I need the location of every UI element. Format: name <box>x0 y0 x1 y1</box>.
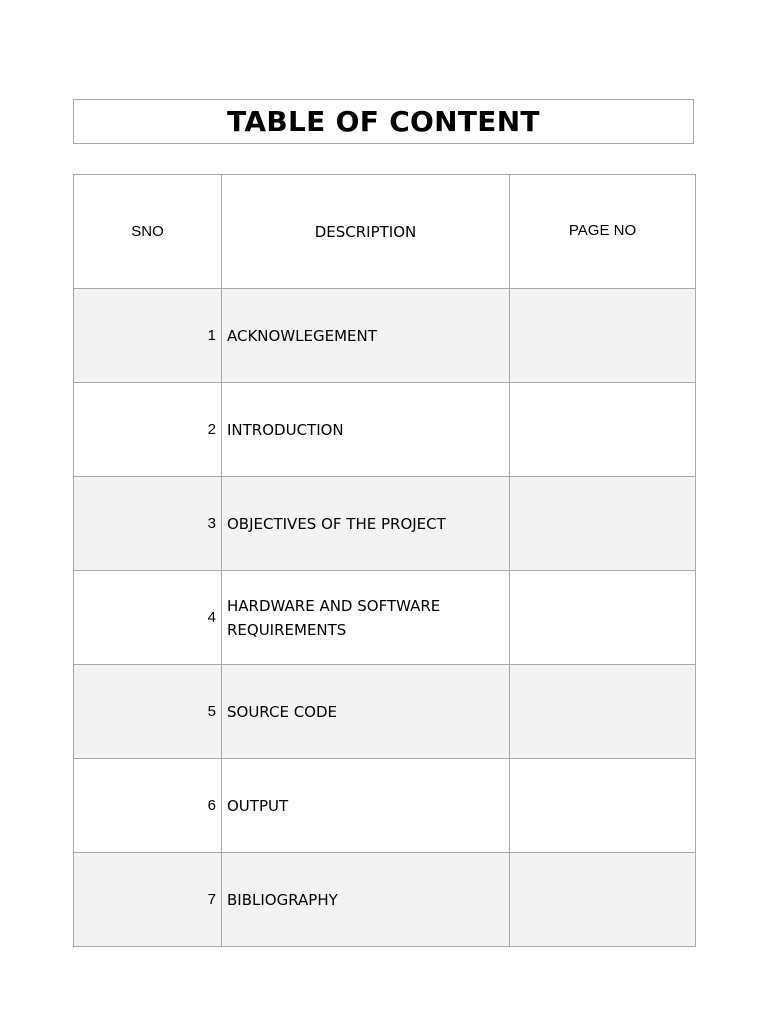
row-description: OBJECTIVES OF THE PROJECT <box>222 477 510 571</box>
row-sno: 6 <box>74 759 222 853</box>
table-row <box>74 383 696 477</box>
table-row <box>74 571 696 665</box>
row-description: ACKNOWLEGEMENT <box>222 289 510 383</box>
row-sno: 5 <box>74 665 222 759</box>
row-sno: 2 <box>74 383 222 477</box>
row-description: INTRODUCTION <box>222 383 510 477</box>
table-row <box>74 759 696 853</box>
row-page-no <box>510 289 696 383</box>
title-box <box>73 99 694 144</box>
row-page-no <box>510 665 696 759</box>
row-page-no <box>510 571 696 665</box>
page-title: TABLE OF CONTENT <box>227 105 540 138</box>
row-description: SOURCE CODE <box>222 665 510 759</box>
header-page-no: PAGE NO <box>510 175 696 289</box>
row-description: HARDWARE AND SOFTWARE REQUIREMENTS <box>222 571 510 665</box>
row-sno: 3 <box>74 477 222 571</box>
table-row <box>74 665 696 759</box>
table-row <box>74 289 696 383</box>
row-description: BIBLIOGRAPHY <box>222 853 510 947</box>
row-page-no <box>510 853 696 947</box>
header-sno: SNO <box>74 175 222 289</box>
table-header-row <box>74 175 696 289</box>
row-sno: 7 <box>74 853 222 947</box>
table-row <box>74 477 696 571</box>
row-sno: 4 <box>74 571 222 665</box>
header-description: DESCRIPTION <box>222 175 510 289</box>
row-page-no <box>510 383 696 477</box>
row-page-no <box>510 477 696 571</box>
row-description: OUTPUT <box>222 759 510 853</box>
row-page-no <box>510 759 696 853</box>
table-row <box>74 853 696 947</box>
row-sno: 1 <box>74 289 222 383</box>
table-of-contents <box>73 174 696 947</box>
